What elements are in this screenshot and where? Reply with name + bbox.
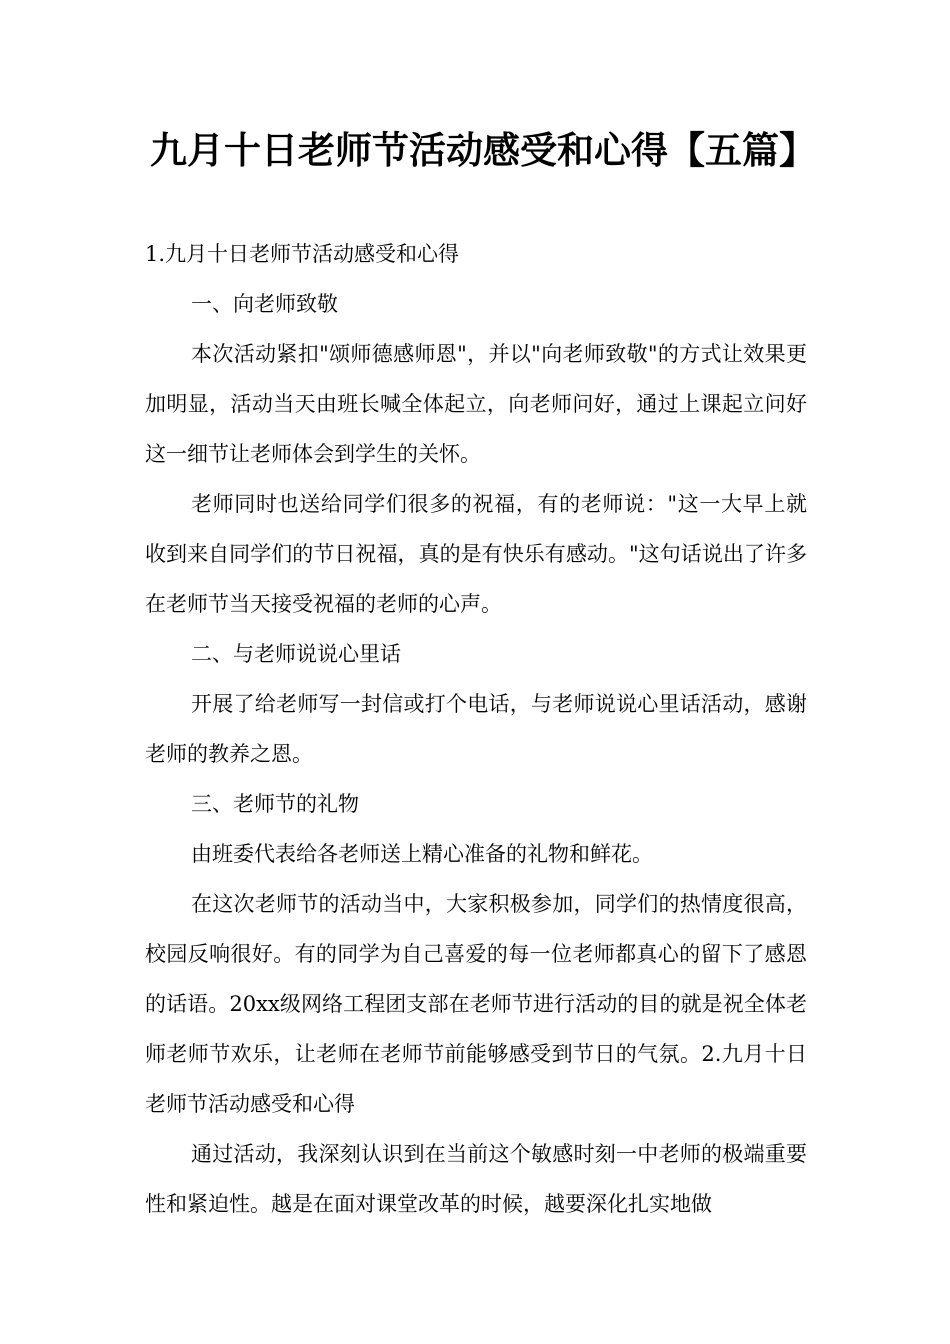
- body-paragraph: 开展了给老师写一封信或打个电话，与老师说说心里话活动，感谢老师的教养之恩。: [145, 692, 807, 766]
- body-paragraph: 在这次老师节的活动当中，大家积极参加，同学们的热情度很高，校园反响很好。有的同学为自己喜爱的每一位老师都真心的留下了感恩的话语。20xx级网络工程团支部在老师节进行活动的目的就是祝全体老师老师节欢乐，让老师在老师节前能够感受到节日的气氛。2.九月十日老师节活动感受和心得: [145, 892, 807, 1116]
- subsection-heading: 一、向老师致敬: [191, 292, 338, 316]
- subsection-heading: 二、与老师说说心里话: [191, 642, 401, 666]
- document-title: 九月十日老师节活动感受和心得【五篇】: [150, 129, 816, 172]
- document-body: [145, 229, 807, 1229]
- body-paragraph: 由班委代表给各老师送上精心准备的礼物和鲜花。: [191, 842, 653, 866]
- body-paragraph: 通过活动，我深刻认识到在当前这个敏感时刻一中老师的极端重要性和紧迫性。越是在面对课堂改革的时候，越要深化扎实地做: [145, 1142, 807, 1216]
- body-paragraph: 本次活动紧扣"颂师德感师恩"，并以"向老师致敬"的方式让效果更加明显，活动当天由班长喊全体起立，向老师问好，通过上课起立问好这一细节让老师体会到学生的关怀。: [145, 342, 807, 466]
- subsection-heading: 三、老师节的礼物: [191, 792, 359, 816]
- body-paragraph: 老师同时也送给同学们很多的祝福，有的老师说："这一大早上就收到来自同学们的节日祝福，真的是有快乐有感动。"这句话说出了许多在老师节当天接受祝福的老师的心声。: [145, 492, 807, 616]
- section-heading: 1.九月十日老师节活动感受和心得: [145, 242, 460, 266]
